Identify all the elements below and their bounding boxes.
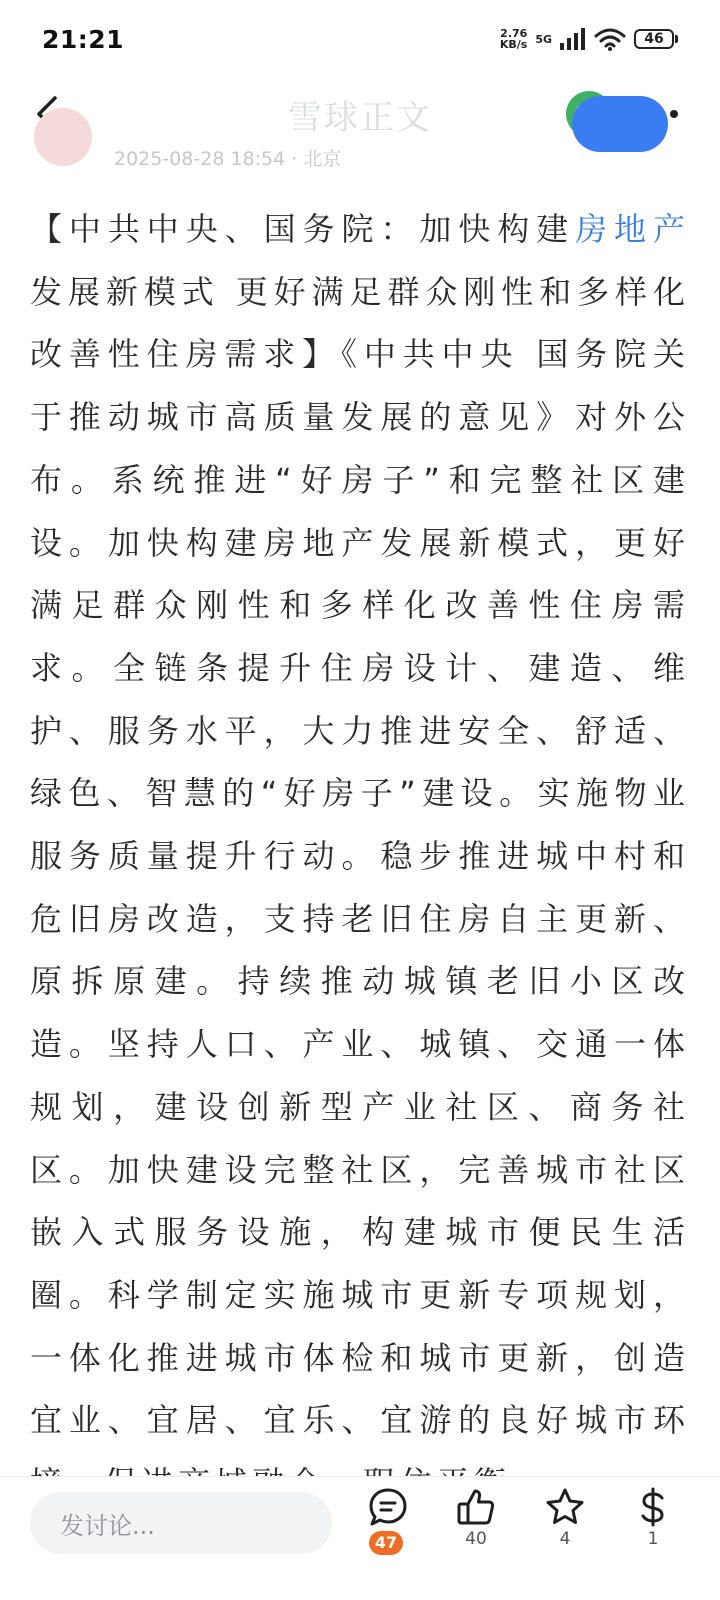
like-count: 40	[465, 1529, 487, 1549]
favorite-button[interactable]	[530, 1487, 600, 1549]
favorite-count: 4	[559, 1529, 571, 1549]
post-timestamp-location: 2025-08-28 18:54 · 北京	[114, 148, 342, 170]
network-speed-value: 2.76	[500, 27, 528, 40]
status-indicators	[500, 27, 678, 51]
wifi-icon	[594, 27, 626, 51]
thumbs-up-icon	[456, 1487, 496, 1527]
battery-level: 46	[634, 29, 674, 49]
battery-indicator	[634, 29, 678, 49]
comment-bubble-icon	[368, 1487, 408, 1527]
like-button[interactable]	[441, 1487, 511, 1549]
dollar-icon	[633, 1487, 673, 1527]
article-lead: 【中共中央、国务院：加快构建	[30, 210, 576, 248]
follow-button[interactable]	[572, 96, 668, 152]
reward-count: 1	[647, 1529, 659, 1549]
comment-count-badge: 47	[369, 1531, 403, 1555]
network-speed-unit: KB/s	[499, 38, 528, 51]
comment-button[interactable]	[353, 1487, 423, 1552]
star-icon	[545, 1487, 585, 1527]
bottom-action-bar	[0, 1476, 720, 1600]
status-bar	[0, 0, 720, 78]
comment-input[interactable]: 发讨论...	[30, 1492, 332, 1554]
article-paragraph	[30, 198, 690, 1515]
battery-tip	[675, 35, 678, 43]
reward-button[interactable]	[618, 1487, 688, 1549]
page-title: 雪球正文	[288, 98, 432, 138]
author-avatar[interactable]	[34, 108, 92, 166]
article-text: 发展新模式 更好满足群众刚性和多样化改善性住房需求】《中共中央 国务院关于推动城市高质量发展的意见》对外公布。系统推进“好房子”和完整社区建设。加快构建房地产发展新模式，更好满足群众刚性和多样化改善性住房需求。全链条提升住房设计、建造、维护、服务水平，大力推进安全、舒适、绿色、智慧的“好房子”建设。实施物业服务质量提升行动。稳步推进城中村和危旧房改造，支持老旧住房自主更新、原拆原建。持续推动城镇老旧小区改造。坚持人口、产业、城镇、交通一体规划，建设创新型产业社区、商务社区。加快建设完整社区，完善城市社区嵌入式服务设施，构建城市便民生活圈。科学制定实施城市更新专项规划，一体化推进城市体检和城市更新，创造宜业、宜居、宜乐、宜游的良好城市环	[30, 272, 690, 1440]
post-meta-row	[0, 136, 720, 172]
status-time: 21:21	[42, 24, 125, 54]
signal-icon	[560, 28, 586, 50]
network-speed	[500, 28, 527, 50]
article-body	[30, 198, 690, 1478]
stock-topic-link[interactable]: 房地产	[575, 210, 690, 248]
network-type: 5G	[535, 33, 552, 46]
